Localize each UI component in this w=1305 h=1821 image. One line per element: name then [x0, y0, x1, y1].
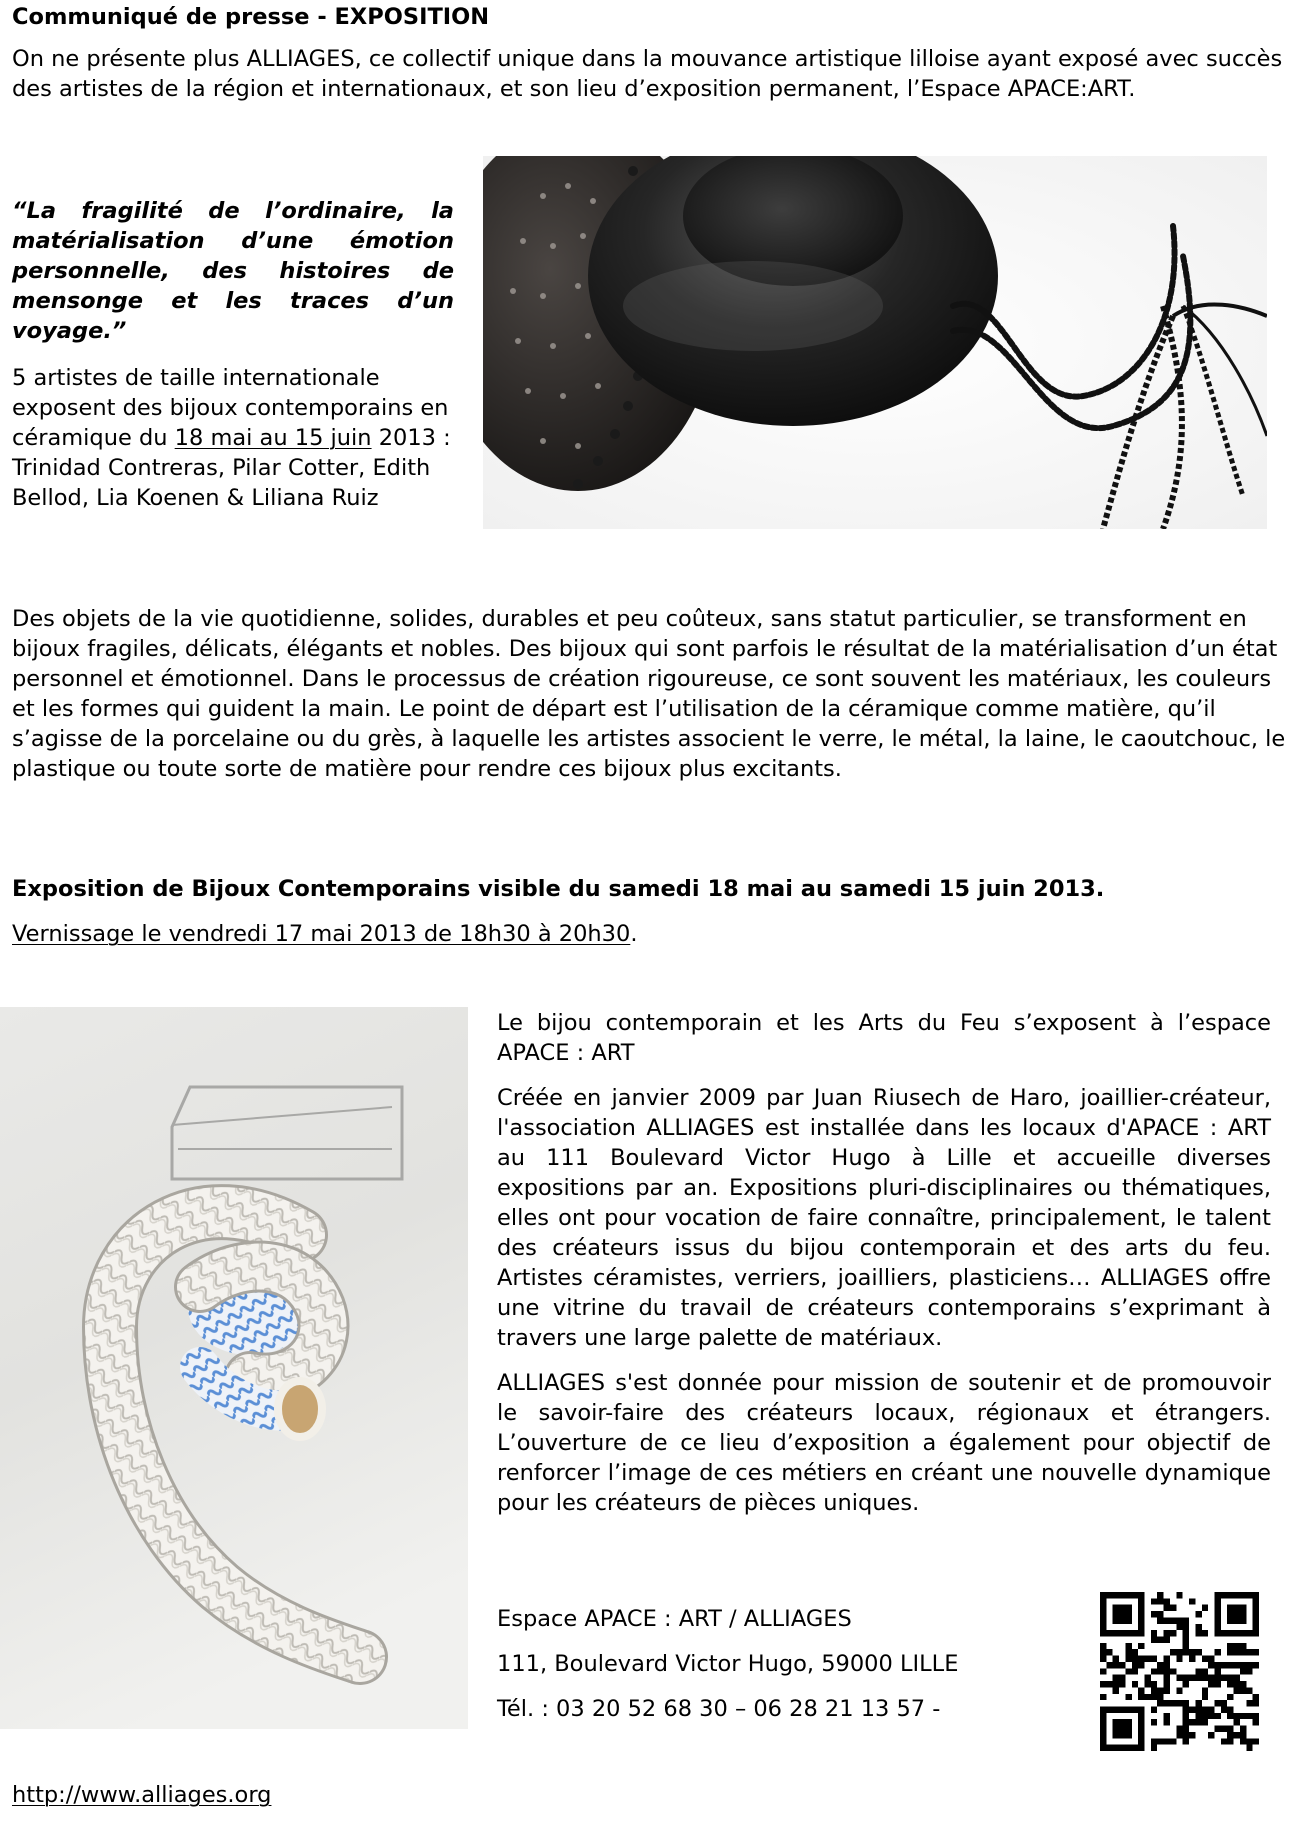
venue-name: Espace APACE : ART / ALLIAGES — [497, 1606, 852, 1632]
intro-paragraph: On ne présente plus ALLIAGES, ce collectif unique dans la mouvance artistique lilloise ayant exposé avec succès des artistes de la région et internationaux, et son lieu d’exposition permanent, l’Espace APACE:ART. — [12, 46, 1283, 102]
vernissage-period: . — [630, 921, 638, 947]
vernissage-link[interactable]: Vernissage le vendredi 17 mai 2013 de 18h30 à 20h30 — [12, 921, 631, 947]
artists-paragraph — [12, 363, 467, 513]
venue-phone: Tél. : 03 20 52 68 30 – 06 28 21 13 57 - — [497, 1696, 941, 1722]
qr-code-icon — [1100, 1592, 1259, 1751]
artists-text-after: 2013 : Trinidad Contreras, Pilar Cotter, Edith Bellod, Lia Koenen & Liliana Ruiz — [12, 425, 451, 511]
page-title: Communiqué de presse - EXPOSITION — [12, 4, 490, 30]
association-column — [497, 1008, 1271, 1533]
footer-url — [12, 1780, 271, 1810]
exhibition-dates-link[interactable]: 18 mai au 15 juin — [174, 425, 372, 451]
association-mission-paragraph: ALLIAGES s'est donnée pour mission de soutenir et de promouvoir le savoir-faire des créateurs locaux, régionaux et étrangers. L’ouverture de ce lieu d’exposition a également pour objectif de renforcer l’image de ces métiers en créant une nouvelle dynamique pour les créateurs de pièces uniques. — [497, 1370, 1271, 1516]
white-braided-porcelain-rope-brooch-photo — [0, 1007, 468, 1729]
exhibition-quote: “La fragilité de l’ordinaire, la matérialisation d’une émotion personnelle, des histoires de mensonge et les traces d’un voyage.” — [12, 198, 454, 344]
venue-street: 111, Boulevard Victor Hugo, 59000 LILLE — [497, 1651, 959, 1677]
contact-address — [497, 1597, 1057, 1732]
description-paragraph: Des objets de la vie quotidienne, solides, durables et peu coûteux, sans statut particulier, se transforment en bijoux fragiles, délicats, élégants et nobles. Des bijoux qui sont parfois le résultat de la matérialisation d’un état personnel et émotionnel. Dans le processus de création rigoureuse, ce sont souvent les matériaux, les couleurs et les formes qui guident la main. Le point de départ est l’utilisation de la céramique comme matière, qu’il s’agisse de la porcelaine ou du grès, à laquelle les artistes associent le verre, le métal, la laine, le caoutchouc, le plastique ou toute sorte de matière pour rendre ces bijoux plus excitants. — [12, 606, 1286, 782]
black-ceramic-ring-necklace-photo — [483, 156, 1267, 529]
vernissage-line — [12, 919, 637, 949]
exhibition-dates-heading: Exposition de Bijoux Contemporains visible du samedi 18 mai au samedi 15 juin 2013. — [12, 876, 1105, 902]
website-link[interactable]: http://www.alliages.org — [12, 1782, 272, 1808]
association-heading-paragraph: Le bijou contemporain et les Arts du Feu s’exposent à l’espace APACE : ART — [497, 1010, 1271, 1066]
artists-text-before: 5 artistes de taille internationale exposent des bijoux contemporains en céramique du — [12, 365, 449, 451]
association-history-paragraph: Créée en janvier 2009 par Juan Riusech de Haro, joaillier-créateur, l'association ALLIAGES est installée dans les locaux d'APACE : ART au 111 Boulevard Victor Hugo à Lille et accueille diverses expositions par an. Expositions pluri-disciplinaires ou thématiques, elles ont pour vocation de faire connaître, principalement, le talent des créateurs issus du bijou contemporain et des arts du feu. Artistes céramistes, verriers, joailliers, plasticiens… ALLIAGES offre une vitrine du travail de créateurs contemporains s’exprimant à travers une large palette de matériaux. — [497, 1085, 1271, 1351]
